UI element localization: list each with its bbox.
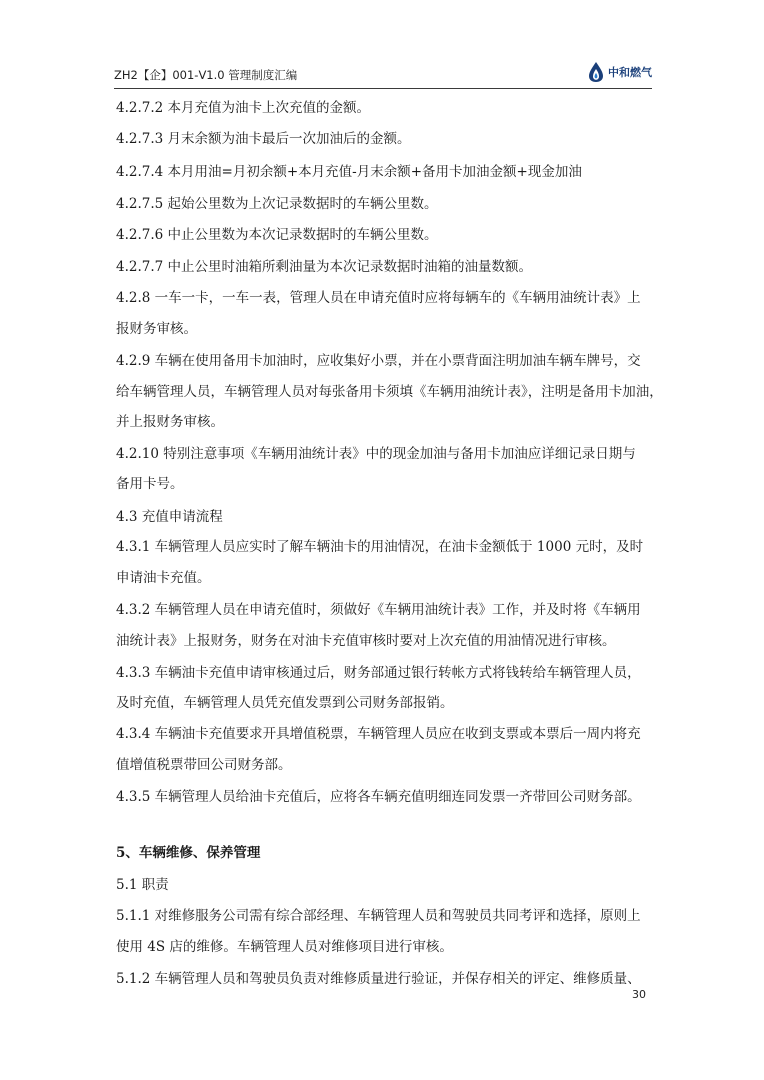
clause-4-3-4-cont: 值增值税票带回公司财务部。 <box>116 757 292 773</box>
clause-4-2-7-7: 4.2.7.7 中止公里时油箱所剩油量为本次记录数据时油箱的油量数额。 <box>116 259 533 275</box>
clause-4-2-7-3: 4.2.7.3 月末余额为油卡最后一次加油后的金额。 <box>116 131 411 147</box>
company-logo <box>586 60 652 84</box>
clause-4-2-9-cont-2: 并上报财务审核。 <box>116 414 224 430</box>
section-5-1-heading: 5.1 职责 <box>116 877 169 893</box>
clause-4-2-10: 4.2.10 特别注意事项《车辆用油统计表》中的现金加油与备用卡加油应详细记录日期与 <box>116 446 636 462</box>
flame-drop-icon <box>586 61 606 83</box>
clause-4-3-3: 4.3.3 车辆油卡充值申请审核通过后，财务部通过银行转帐方式将钱转给车辆管理人员， <box>116 665 641 681</box>
clause-4-2-8-cont: 报财务审核。 <box>116 321 197 337</box>
clause-4-3-1-cont: 申请油卡充值。 <box>116 570 211 586</box>
clause-5-1-1-cont: 使用 4S 店的维修。车辆管理人员对维修项目进行审核。 <box>116 939 453 955</box>
clause-4-3-3-cont: 及时充值，车辆管理人员凭充值发票到公司财务部报销。 <box>116 695 454 711</box>
clause-4-3-4: 4.3.4 车辆油卡充值要求开具增值税票，车辆管理人员应在收到支票或本票后一周内将充 <box>116 726 641 742</box>
clause-4-2-9: 4.2.9 车辆在使用备用卡加油时，应收集好小票，并在小票背面注明加油车辆车牌号，交 <box>116 353 641 369</box>
clause-4-2-7-4: 4.2.7.4 本月用油=月初余额+本月充值-月末余额+备用卡加油金额+现金加油 <box>116 164 582 180</box>
page-header <box>114 60 652 89</box>
section-4-3-heading: 4.3 充值申请流程 <box>116 509 223 525</box>
clause-4-2-8: 4.2.8 一车一卡，一车一表，管理人员在申请充值时应将每辆车的《车辆用油统计表》上 <box>116 290 641 306</box>
clause-4-3-2-cont: 油统计表》上报财务，财务在对油卡充值审核时要对上次充值的用油情况进行审核。 <box>116 633 616 649</box>
page-number: 30 <box>632 988 646 1001</box>
clause-5-1-1: 5.1.1 对维修服务公司需有综合部经理、车辆管理人员和驾驶员共同考评和选择，原则上 <box>116 908 641 924</box>
clause-5-1-2: 5.1.2 车辆管理人员和驾驶员负责对维修质量进行验证，并保存相关的评定、维修质量、 <box>116 971 641 987</box>
clause-4-2-9-cont-1: 给车辆管理人员，车辆管理人员对每张备用卡须填《车辆用油统计表》，注明是备用卡加油， <box>116 384 663 400</box>
logo-text: 中和燃气 <box>608 66 652 79</box>
clause-4-3-5: 4.3.5 车辆管理人员给油卡充值后，应将各车辆充值明细连同发票一齐带回公司财务部。 <box>116 789 641 805</box>
clause-4-2-7-5: 4.2.7.5 起始公里数为上次记录数据时的车辆公里数。 <box>116 196 438 212</box>
clause-4-3-2: 4.3.2 车辆管理人员在申请充值时，须做好《车辆用油统计表》工作，并及时将《车辆用 <box>116 602 641 618</box>
clause-4-2-7-6: 4.2.7.6 中止公里数为本次记录数据时的车辆公里数。 <box>116 227 438 243</box>
header-title: ZH2【企】001-V1.0 管理制度汇编 <box>114 68 298 82</box>
section-5-heading: 5、车辆维修、保养管理 <box>116 845 261 861</box>
clause-4-2-10-cont: 备用卡号。 <box>116 476 184 492</box>
clause-4-3-1: 4.3.1 车辆管理人员应实时了解车辆油卡的用油情况，在油卡金额低于 1000 元时，及时 <box>116 539 644 555</box>
clause-4-2-7-2: 4.2.7.2 本月充值为油卡上次充值的金额。 <box>116 100 371 116</box>
